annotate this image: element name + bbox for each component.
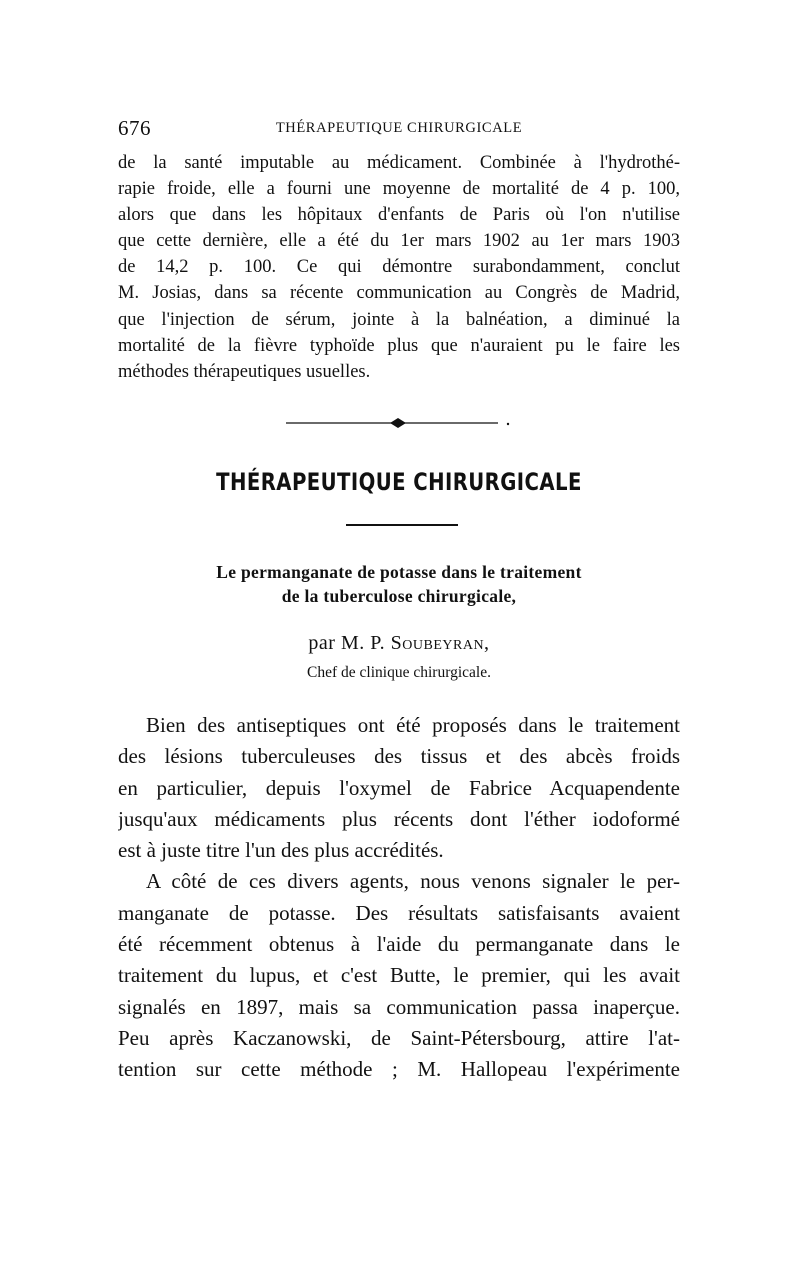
text-line: des lésions tuberculeuses des tissus et des abcès froids bbox=[118, 744, 680, 769]
text-line: traitement du lupus, et c'est Butte, le premier, qui les avait bbox=[118, 963, 680, 988]
running-head bbox=[118, 116, 680, 140]
running-title: THÉRAPEUTIQUE CHIRURGICALE bbox=[275, 120, 523, 136]
text-line: été récemment obtenus à l'aide du permanganate dans le bbox=[118, 932, 680, 957]
text-line: Bien des antiseptiques ont été proposés dans le traitement bbox=[146, 713, 680, 737]
text-line: méthodes thérapeutiques usuelles. bbox=[118, 361, 371, 382]
title-rule bbox=[346, 524, 458, 526]
author-name: M. P. Soubeyran, bbox=[340, 632, 490, 654]
text-line: tention sur cette méthode ; M. Hallopeau l'expérimente bbox=[118, 1057, 680, 1082]
article-title-line: de la tuberculose chirurgicale, bbox=[281, 586, 517, 606]
text-line: alors que dans les hôpitaux d'enfants de Paris où l'on n'utilise bbox=[118, 205, 680, 226]
previous-article-text bbox=[118, 150, 680, 385]
text-line: mortalité de la fièvre typhoïde plus que n'auraient pu le faire les bbox=[118, 335, 680, 356]
article-title bbox=[118, 560, 680, 608]
page-number: 676 bbox=[118, 116, 151, 140]
text-line: est à juste titre l'un des plus accrédités. bbox=[118, 838, 444, 863]
article-title-line: Le permanganate de potasse dans le traitement bbox=[216, 562, 582, 582]
text-line: Peu après Kaczanowski, de Saint-Pétersbourg, attire l'at- bbox=[118, 1025, 680, 1050]
text-line: M. Josias, dans sa récente communication au Congrès de Madrid, bbox=[118, 283, 680, 304]
text-line: que cette dernière, elle a été du 1er mars 1902 au 1er mars 1903 bbox=[118, 231, 680, 252]
text-line: jusqu'aux médicaments plus récents dont l'éther iodoformé bbox=[118, 806, 680, 831]
text-line: en particulier, depuis l'oxymel de Fabrice Acquapendente bbox=[118, 775, 680, 800]
byline bbox=[118, 632, 680, 655]
text-line: que l'injection de sérum, jointe à la balnéation, a diminué la bbox=[118, 309, 680, 330]
article-body bbox=[118, 710, 680, 1086]
ornament-divider bbox=[286, 416, 516, 430]
section-title: THÉRAPEUTIQUE CHIRURGICALE bbox=[216, 468, 582, 496]
text-line: manganate de potasse. Des résultats satisfaisants avaient bbox=[118, 900, 680, 925]
author-affiliation: Chef de clinique chirurgicale. bbox=[307, 664, 491, 681]
text-line: de 14,2 p. 100. Ce qui démontre surabondamment, conclut bbox=[118, 257, 680, 278]
text-line: de la santé imputable au médicament. Combinée à l'hydrothé- bbox=[118, 153, 680, 173]
text-line: rapie froide, elle a fourni une moyenne de mortalité de 4 p. 100, bbox=[118, 179, 680, 200]
text-line: A côté de ces divers agents, nous venons signaler le per- bbox=[146, 869, 680, 894]
text-line: signalés en 1897, mais sa communication passa inaperçue. bbox=[118, 994, 680, 1019]
byline-prefix: par bbox=[308, 632, 336, 654]
